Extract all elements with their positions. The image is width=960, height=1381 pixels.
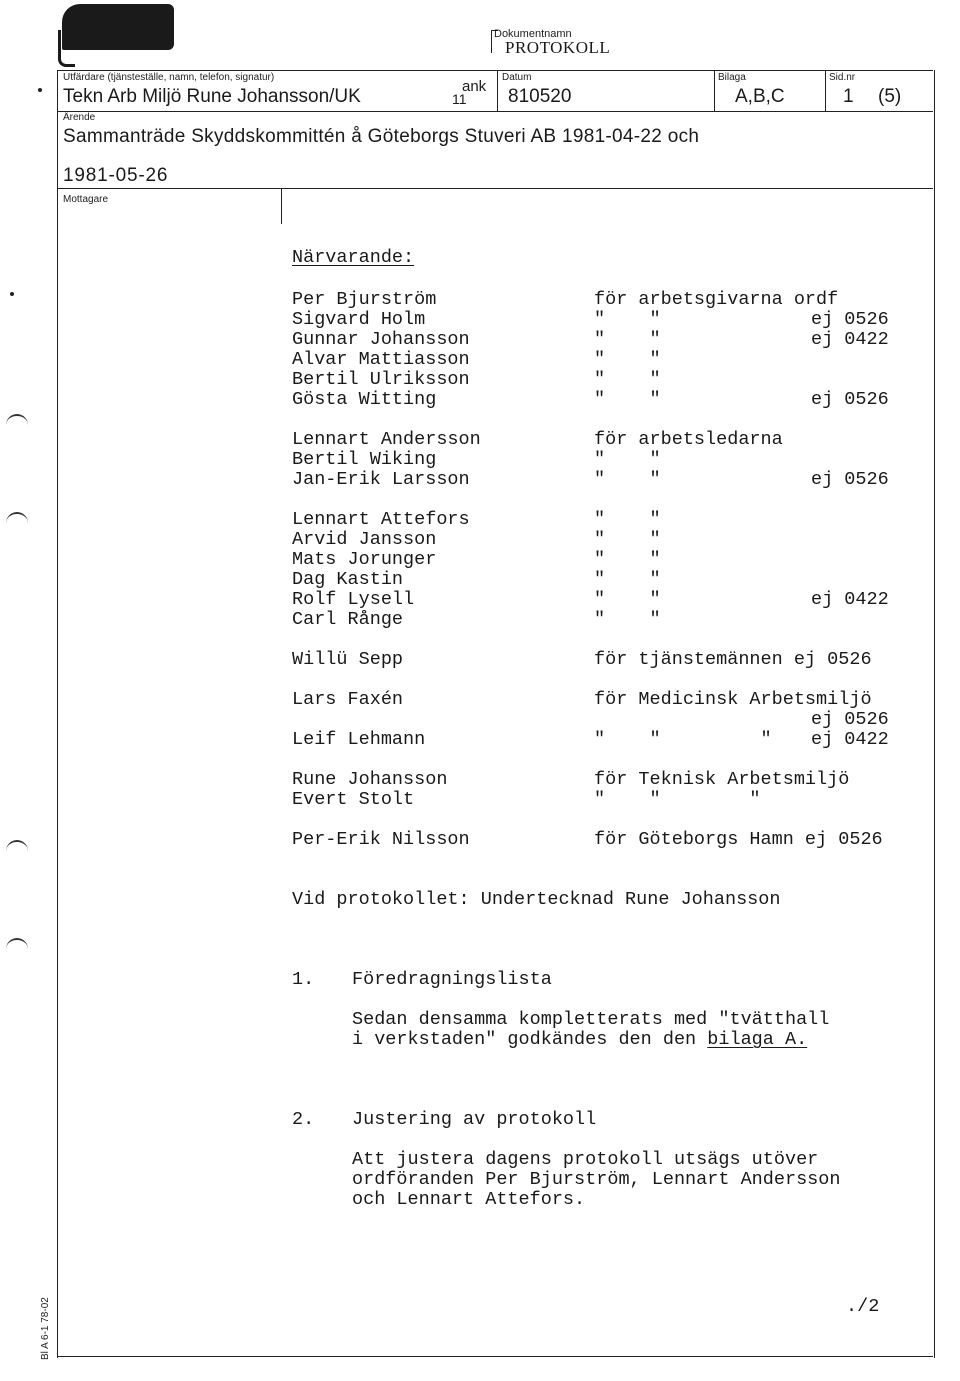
attendee-name: Willü Sepp	[292, 649, 404, 670]
attendee-role: " "	[594, 329, 661, 350]
attendee-name: Arvid Jansson	[292, 529, 437, 550]
attendee-role: " " "	[594, 729, 772, 750]
item-1-line-2	[352, 1030, 807, 1050]
attendee-name: Carl Rånge	[292, 609, 404, 630]
attendee-role: " "	[594, 609, 661, 630]
attendee-name: Rune Johansson	[292, 769, 448, 790]
attendee-absence-note: ej 0526	[811, 469, 889, 490]
subject-line-2: 1981-05-26	[63, 165, 169, 186]
divider-attachment	[714, 70, 715, 111]
subject-label: Ärende	[63, 112, 96, 123]
attendee-name: Mats Jorunger	[292, 549, 437, 570]
attendee-name: Per Bjurström	[292, 289, 437, 310]
header-row-divider	[57, 111, 933, 112]
attendance-heading: Närvarande:	[292, 247, 415, 268]
attendee-role: " "	[594, 389, 661, 410]
attendee-role: " "	[594, 349, 661, 370]
date-value: 810520	[508, 86, 572, 107]
attendee-absence-note: ej 0526	[811, 309, 889, 330]
attendee-name: Lennart Andersson	[292, 429, 481, 450]
attendee-name: Bertil Wiking	[292, 449, 437, 470]
attendee-role: " "	[594, 469, 661, 490]
attendee-role: " "	[594, 549, 661, 570]
scan-dot	[10, 292, 14, 296]
attachment-label: Bilaga	[718, 72, 746, 83]
scan-dot	[38, 88, 42, 92]
attendee-name: Jan-Erik Larsson	[292, 469, 470, 490]
attendee-name: Sigvard Holm	[292, 309, 426, 330]
attendee-role: för tjänstemännen ej 0526	[594, 649, 872, 670]
logo-flourish	[58, 30, 75, 67]
attendee-role: för Teknisk Arbetsmiljö	[594, 769, 850, 790]
attendee-role: för Medicinsk Arbetsmiljö	[594, 689, 872, 710]
item-2-number: 2.	[292, 1109, 315, 1130]
attendee-role: " "	[594, 309, 661, 330]
attendee-role: " "	[594, 449, 661, 470]
attendee-role: " "	[594, 369, 661, 390]
attendee-role: för arbetsledarna	[594, 429, 783, 450]
page-total: (5)	[878, 86, 902, 107]
attendee-name: Leif Lehmann	[292, 729, 426, 750]
attendee-name: Gösta Witting	[292, 389, 437, 410]
attendee-name: Dag Kastin	[292, 569, 404, 590]
attendee-name: Gunnar Johansson	[292, 329, 470, 350]
attendee-absence-note: ej 0526	[811, 709, 889, 730]
attendee-name: Evert Stolt	[292, 789, 415, 810]
item-1-number: 1.	[292, 969, 315, 990]
issuer-value: Tekn Arb Miljö Rune Johansson/UK	[63, 86, 361, 107]
attachment-a-reference: bilaga A.	[707, 1029, 808, 1050]
attendee-name: Bertil Ulriksson	[292, 369, 470, 390]
attendee-absence-note: ej 0526	[811, 389, 889, 410]
item-1-line-1: Sedan densamma kompletterats med "tvätthall	[352, 1009, 830, 1030]
item-2-line-1: Att justera dagens protokoll utsägs utöver	[352, 1149, 819, 1170]
attendee-name: Rolf Lysell	[292, 589, 415, 610]
attendee-role: " " "	[594, 789, 761, 810]
attendee-absence-note: ej 0422	[811, 589, 889, 610]
recipient-label: Mottagare	[63, 194, 109, 205]
subject-row-divider	[57, 188, 933, 189]
minutes-keeper: Vid protokollet: Undertecknad Rune Johansson	[292, 889, 781, 910]
attendee-name: Per-Erik Nilsson	[292, 829, 470, 850]
docname-value: PROTOKOLL	[505, 38, 611, 57]
date-label: Datum	[502, 72, 532, 83]
item-2-line-3: och Lennart Attefors.	[352, 1189, 586, 1210]
attendee-name: Lars Faxén	[292, 689, 404, 710]
ank-number: 11	[452, 91, 467, 107]
docname-label: Dokumentnamn	[494, 28, 572, 40]
attendee-absence-note: ej 0422	[811, 729, 889, 750]
page-label: Sid.nr	[829, 72, 856, 83]
attendee-name: Alvar Mattiasson	[292, 349, 470, 370]
item-2-line-2: ordföranden Per Bjurström, Lennart Andersson	[352, 1169, 841, 1190]
form-bottom-border	[57, 1356, 933, 1357]
ank-mark: ank	[462, 78, 487, 95]
company-logo	[62, 4, 174, 50]
recipient-divider	[281, 188, 282, 224]
attendee-role: " "	[594, 589, 661, 610]
issuer-label: Utfärdare (tjänsteställe, namn, telefon, signatur)	[63, 72, 275, 83]
form-code: Bl A 6-1 78-02	[40, 1297, 51, 1360]
scan-mark	[6, 840, 28, 852]
page-number: 1	[843, 86, 854, 107]
item-2-title: Justering av protokoll	[352, 1109, 597, 1130]
divider-date	[497, 70, 498, 111]
continuation-marker: ./2	[846, 1296, 880, 1317]
scan-mark	[6, 512, 28, 524]
item-1-line-2-text: i verkstaden" godkändes den den	[352, 1029, 708, 1050]
scan-mark	[6, 938, 28, 950]
attachment-value: A,B,C	[735, 86, 785, 107]
attendee-role: " "	[594, 569, 661, 590]
attendee-absence-note: ej 0422	[811, 329, 889, 350]
form-top-border	[57, 70, 933, 71]
item-1-title: Föredragningslista	[352, 969, 552, 990]
subject-line-1: Sammanträde Skyddskommittén å Göteborgs Stuveri AB 1981-04-22 och	[63, 126, 700, 147]
attendee-role: för arbetsgivarna ordf	[594, 289, 839, 310]
attendee-role: " "	[594, 509, 661, 530]
divider-page	[825, 70, 826, 111]
attendee-role: " "	[594, 529, 661, 550]
scan-mark	[6, 414, 28, 426]
attendee-name: Lennart Attefors	[292, 509, 470, 530]
attendee-role: för Göteborgs Hamn ej 0526	[594, 829, 883, 850]
